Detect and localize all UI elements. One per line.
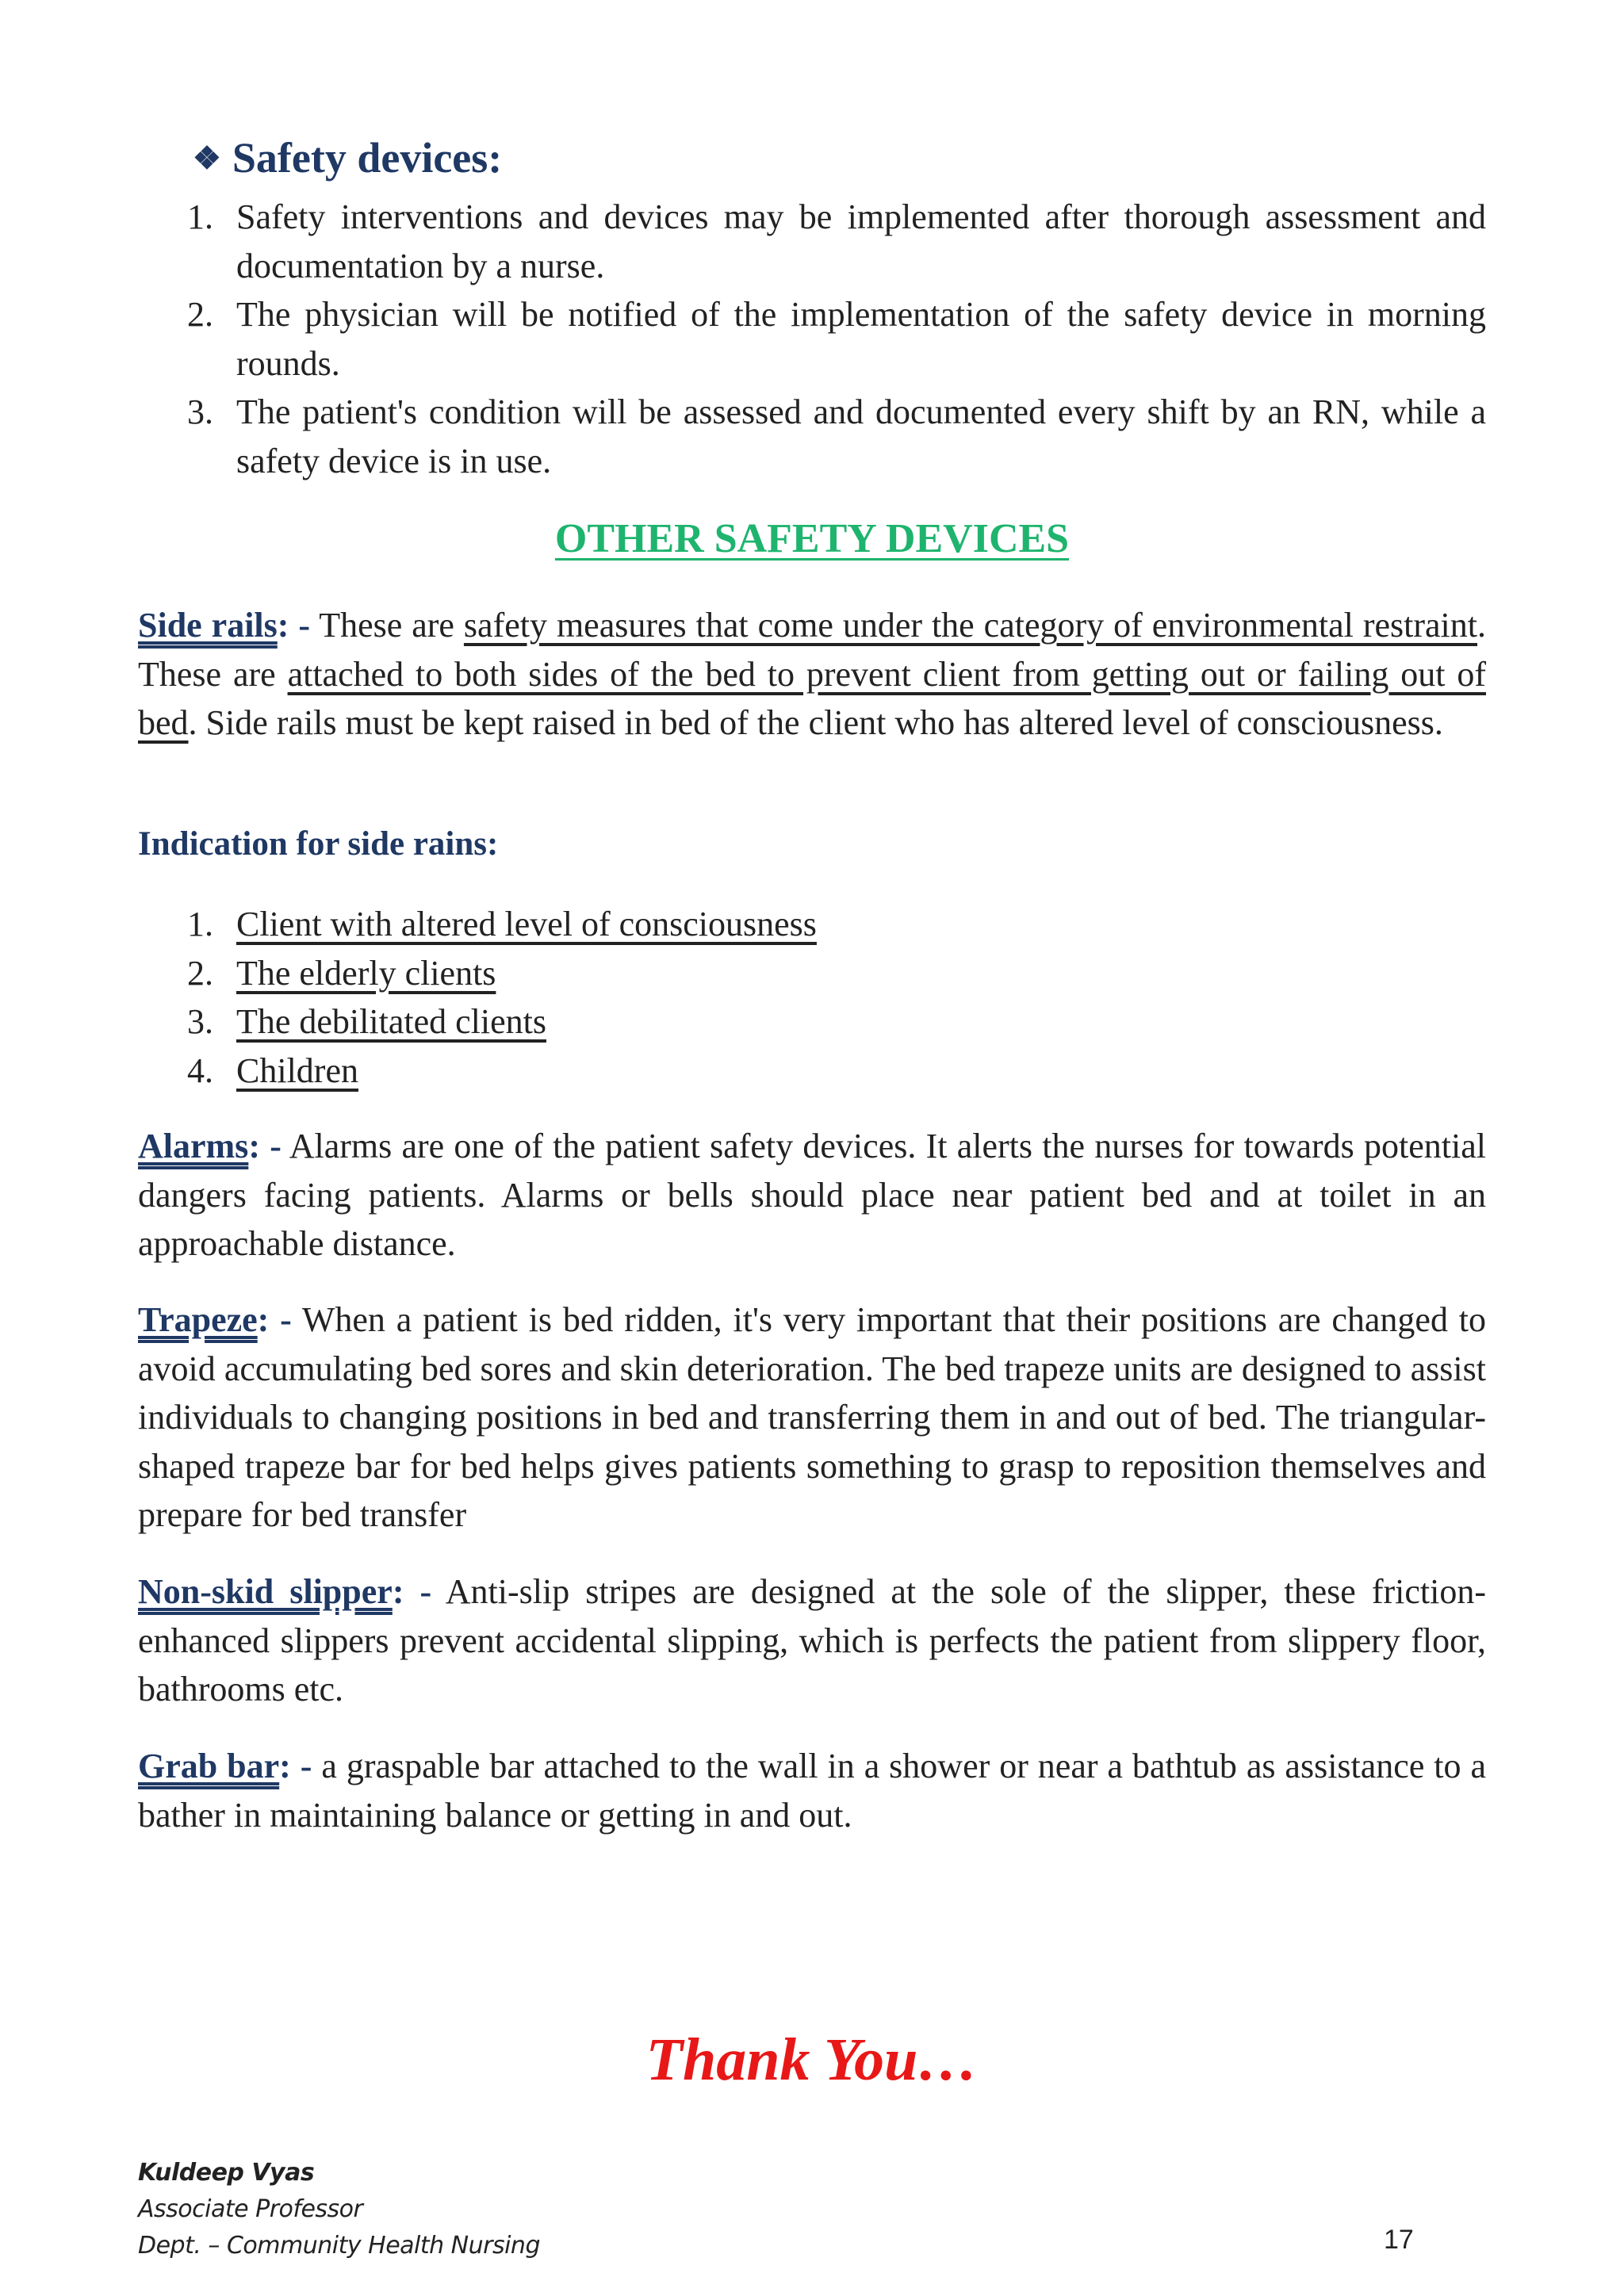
side-rails-paragraph: Side rails: - These are safety measures that come under the category of environmental restraint. These are attached to both sides of the bed to prevent client from getting out or failing out of bed. Side rails must be kept raised in bed of the client who has altered level of consciousness.: [138, 606, 1486, 742]
indication-list: [138, 900, 1327, 1095]
alarms-paragraph: Alarms: - Alarms are one of the patient safety devices. It alerts the nurses for towards potential dangers facing patients. Alarms or bells should place near patient bed and at toilet in an approachable distance.: [138, 1127, 1486, 1263]
list-item: 3. The patient's condition will be assessed and documented every shift by an RN, while a safety device is in use.: [187, 392, 1486, 480]
list-item: 2. The physician will be notified of the implementation of the safety device in morning rounds.: [187, 295, 1486, 383]
diamond-bullet-icon: ❖: [193, 140, 221, 176]
list-item: 1. Client with altered level of consciousness: [187, 905, 817, 943]
list-item: 4. Children: [187, 1050, 358, 1090]
side-rails-term: Side rails: [138, 606, 278, 645]
footer-signature: [138, 2155, 540, 2264]
thank-you-text: Thank You…: [645, 2026, 979, 2093]
list-item: 2. The elderly clients: [187, 953, 496, 993]
section-title: OTHER SAFETY DEVICES: [554, 516, 1070, 561]
page-number: 17: [1384, 2225, 1414, 2255]
safety-devices-list: [138, 193, 1486, 485]
non-skid-paragraph: Non-skid slipper: - Anti-slip stripes are designed at the sole of the slipper, these friction- enhanced slippers prevent accidental slipping, which is perfects the patient from slippery floor, bathrooms etc.: [138, 1572, 1486, 1709]
safety-devices-heading: [193, 133, 502, 182]
non-skid-term: Non-skid slipper: [138, 1572, 393, 1611]
alarms-term: Alarms: [138, 1127, 249, 1165]
author-name: Kuldeep Vyas: [138, 2159, 315, 2187]
list-item: 3. The debilitated clients: [187, 1002, 546, 1041]
indication-heading: Indication for side rains:: [138, 825, 499, 863]
author-department: Dept. – Community Health Nursing: [138, 2232, 540, 2260]
grab-bar-paragraph: Grab bar: - a graspable bar attached to the wall in a shower or near a bathtub as assistance to a bather in maintaining balance or getting in and out.: [138, 1747, 1486, 1835]
trapeze-term: Trapeze: [138, 1300, 258, 1339]
list-item: 1. Safety interventions and devices may be implemented after thorough assessment and documentation by a nurse.: [187, 197, 1486, 285]
safety-devices-heading-text: Safety devices:: [232, 134, 503, 182]
trapeze-paragraph: Trapeze: - When a patient is bed ridden, it's very important that their positions are changed to avoid accumulating bed sores and skin deterioration. The bed trapeze units are designed to assist individuals to changing positions in bed and transferring them in and out of bed. The triangular-shaped trapeze bar for bed helps gives patients something to grasp to reposition themselves and prepare for bed transfer: [138, 1300, 1487, 1534]
author-title: Associate Professor: [138, 2195, 363, 2223]
grab-bar-term: Grab bar: [138, 1747, 280, 1785]
